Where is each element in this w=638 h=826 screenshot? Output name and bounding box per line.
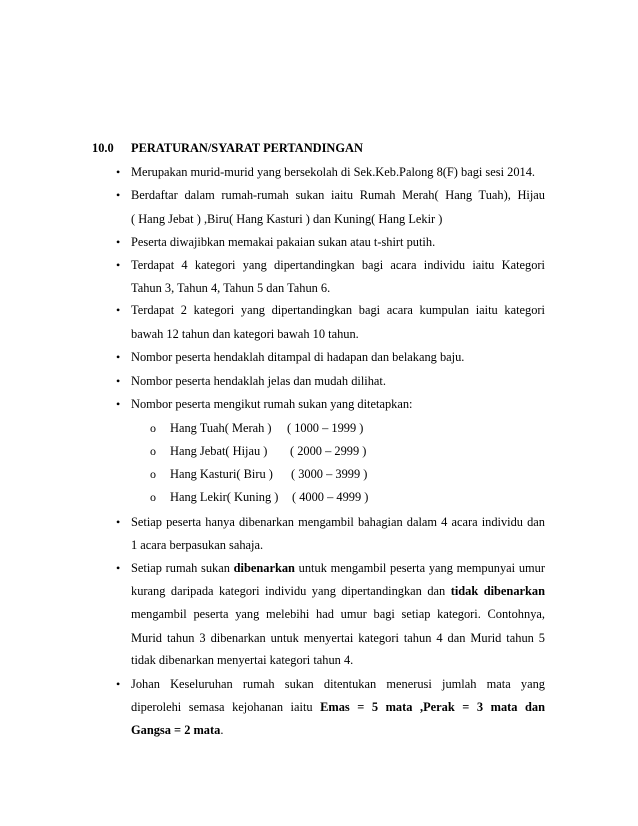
rule-text-line: Tahun 3, Tahun 4, Tahun 5 dan Tahun 6. [131,281,331,295]
age-rule-text: Setiap rumah sukan [131,561,234,575]
bullet-icon: • [116,677,121,691]
bullet-icon: • [116,350,121,364]
sub-bullet-icon: o [150,421,156,435]
age-rule-line-2 [131,583,545,599]
rule-text-line: Peserta diwajibkan memakai pakaian sukan atau t-shirt putih. [131,235,436,249]
age-rule-text: kurang daripada kategori individu yang dipertandingkan dan [131,584,451,598]
points-rule-bold: Gangsa = 2 mata [131,723,221,737]
bullet-icon: • [116,397,121,411]
house-name: Hang Tuah( Merah ) [170,421,272,435]
rule-text-line: Nombor peserta hendaklah ditampal di hadapan dan belakang baju. [131,350,465,364]
age-rule-text: untuk mengambil peserta yang mempunyai umur [294,561,545,575]
points-rule-line-3 [131,722,223,738]
rule-text-line: Merupakan murid-murid yang bersekolah di Sek.Keb.Palong 8(F) bagi sesi 2014. [131,165,535,179]
rule-text-line: Terdapat 2 kategori yang dipertandingkan bagi acara kumpulan iaitu kategori [131,303,545,317]
house-name: Hang Jebat( Hijau ) [170,444,268,458]
bullet-icon: • [116,188,121,202]
points-rule-text: diperolehi semasa kejohanan iaitu [131,700,321,714]
age-rule-line-1 [131,560,545,576]
rule-text-line: bawah 12 tahun dan kategori bawah 10 tahun. [131,327,359,341]
rule-text-line: Nombor peserta mengikut rumah sukan yang ditetapkan: [131,397,413,411]
house-name: Hang Kasturi( Biru ) [170,467,273,481]
bullet-icon: • [116,235,121,249]
sub-bullet-icon: o [150,444,156,458]
rule-text-line: Terdapat 4 kategori yang dipertandingkan bagi acara individu iaitu Kategori [131,258,545,272]
house-number-range: ( 3000 – 3999 ) [291,467,368,481]
age-rule-bold: dibenarkan [233,561,295,575]
section-number: 10.0 [92,141,114,155]
age-rule-line-3: mengambil peserta yang melebihi had umur bagi setiap kategori. Contohnya, [131,607,545,621]
bullet-icon: • [116,515,121,529]
house-name: Hang Lekir( Kuning ) [170,490,279,504]
age-rule-line-4: Murid tahun 3 dibenarkan untuk menyertai kategori tahun 4 dan Murid tahun 5 [131,631,545,645]
sub-bullet-icon: o [150,490,156,504]
section-title: PERATURAN/SYARAT PERTANDINGAN [131,141,363,155]
rule-text-line: 1 acara berpasukan sahaja. [131,538,264,552]
points-rule-bold: Emas = 5 mata ,Perak = 3 mata dan [320,700,545,714]
house-number-range: ( 2000 – 2999 ) [290,444,367,458]
points-rule-text: . [220,723,224,737]
bullet-icon: • [116,303,121,317]
sub-bullet-icon: o [150,467,156,481]
rule-text-line: Nombor peserta hendaklah jelas dan mudah dilihat. [131,374,386,388]
points-rule-line-1: Johan Keseluruhan rumah sukan ditentukan menerusi jumlah mata yang [131,677,545,691]
points-rule-line-2 [131,699,545,715]
age-rule-line-5: tidak dibenarkan menyertai kategori tahun 4. [131,653,354,667]
age-rule-bold: tidak dibenarkan [450,584,545,598]
rule-text-line: Setiap peserta hanya dibenarkan mengambil bahagian dalam 4 acara individu dan [131,515,545,529]
house-number-range: ( 1000 – 1999 ) [287,421,364,435]
rule-text-line: ( Hang Jebat ) ,Biru( Hang Kasturi ) dan Kuning( Hang Lekir ) [131,212,443,226]
bullet-icon: • [116,165,121,179]
house-number-range: ( 4000 – 4999 ) [292,490,369,504]
bullet-icon: • [116,258,121,272]
bullet-icon: • [116,374,121,388]
rule-text-line: Berdaftar dalam rumah-rumah sukan iaitu Rumah Merah( Hang Tuah), Hijau [131,188,545,202]
bullet-icon: • [116,561,121,575]
